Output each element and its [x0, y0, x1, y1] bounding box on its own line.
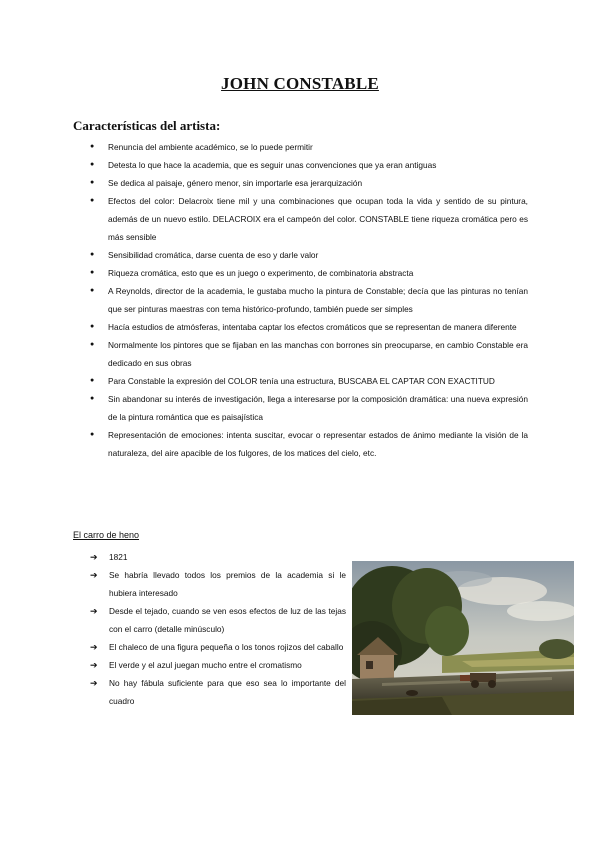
bullet-icon: ●: [90, 251, 95, 258]
arrow-right-icon: ➔: [90, 678, 98, 688]
artwork-title: El carro de heno: [73, 530, 140, 540]
arrow-right-icon: ➔: [90, 660, 98, 670]
list-item-text: Renuncia del ambiente académico, se lo puede permitir: [108, 142, 313, 152]
list-item: [90, 674, 346, 710]
list-item-text: Riqueza cromática, esto que es un juego o experimento, de combinatoria abstracta: [108, 268, 414, 278]
list-item: [90, 138, 528, 156]
list-item: [90, 602, 346, 638]
section-subtitle: Características del artista:: [73, 118, 221, 133]
list-item-text: Se dedica al paisaje, género menor, sin importarle esa jerarquización: [108, 178, 363, 188]
list-item-text: Se habría llevado todos los premios de la academia si le hubiera interesado: [109, 570, 346, 598]
bullet-icon: ●: [90, 431, 95, 438]
arrow-right-icon: ➔: [90, 606, 98, 616]
bullet-icon: ●: [90, 323, 95, 330]
list-item: [90, 192, 528, 246]
list-item-text: Representación de emociones: intenta suscitar, evocar o representar estados de ánimo mediante la visión de la naturaleza, del aire apacible de los fulgores, de los matices del cielo, etc.: [108, 430, 528, 458]
list-item: [90, 638, 346, 656]
list-item: [90, 318, 528, 336]
bullet-icon: ●: [90, 179, 95, 186]
list-item: [90, 264, 528, 282]
list-item-text: Hacía estudios de atmósferas, intentaba captar los efectos cromáticos que se representan de manera diferente: [108, 322, 517, 332]
bullet-icon: ●: [90, 197, 95, 204]
painting-image: [352, 561, 574, 715]
list-item: [90, 566, 346, 602]
bullet-icon: ●: [90, 395, 95, 402]
list-item: [90, 426, 528, 462]
page-title: JOHN CONSTABLE: [221, 74, 379, 93]
list-item: [90, 372, 528, 390]
list-item: [90, 390, 528, 426]
list-item: [90, 336, 528, 372]
list-item-text: A Reynolds, director de la academia, le gustaba mucho la pintura de Constable; decía que las pinturas no tenían que ser pinturas maestras con tema histórico-profundo, también puede ser simples: [108, 286, 528, 314]
arrow-right-icon: ➔: [90, 642, 98, 652]
list-item: [90, 548, 346, 566]
bullet-icon: ●: [90, 143, 95, 150]
list-item-text: Sensibilidad cromática, darse cuenta de eso y darle valor: [108, 250, 319, 260]
bullet-icon: ●: [90, 269, 95, 276]
list-item-text: Normalmente los pintores que se fijaban en las manchas con borrones sin preocuparse, en cambio Constable era dedicado en sus obras: [108, 340, 528, 368]
list-item-text: Efectos del color: Delacroix tiene mil y una combinaciones que ocupan toda la vida y sentido de su pintura, además de un nuevo estilo. DELACROIX era el campeón del color. CONSTABLE tiene riqueza cromática pero es más sensible: [108, 196, 528, 242]
list-item-text: Desde el tejado, cuando se ven esos efectos de luz de las tejas con el carro (detalle minúsculo): [109, 606, 346, 634]
list-item-text: Sin abandonar su interés de investigación, llega a interesarse por la composición dramática: una nueva expresión de la pintura romántica que es paisajística: [108, 394, 528, 422]
list-item-text: Detesta lo que hace la academia, que es seguir unas convenciones que ya eran antiguas: [108, 160, 437, 170]
arrow-right-icon: ➔: [90, 552, 98, 562]
list-item-text: No hay fábula suficiente para que eso sea lo importante del cuadro: [109, 678, 346, 706]
list-item: [90, 282, 528, 318]
bullet-icon: ●: [90, 287, 95, 294]
list-item-text: 1821: [109, 552, 128, 562]
bullet-icon: ●: [90, 341, 95, 348]
bullet-icon: ●: [90, 377, 95, 384]
list-item-text: Para Constable la expresión del COLOR tenía una estructura, BUSCABA EL CAPTAR CON EXACTITUD: [108, 376, 495, 386]
list-item-text: El chaleco de una figura pequeña o los tonos rojizos del caballo: [109, 642, 344, 652]
bullet-icon: ●: [90, 161, 95, 168]
list-item: [90, 156, 528, 174]
list-item: [90, 246, 528, 264]
characteristics-list: [90, 138, 528, 462]
list-item-text: El verde y el azul juegan mucho entre el cromatismo: [109, 660, 302, 670]
arrow-right-icon: ➔: [90, 570, 98, 580]
artwork-notes-list: [90, 548, 346, 710]
list-item: [90, 656, 346, 674]
list-item: [90, 174, 528, 192]
